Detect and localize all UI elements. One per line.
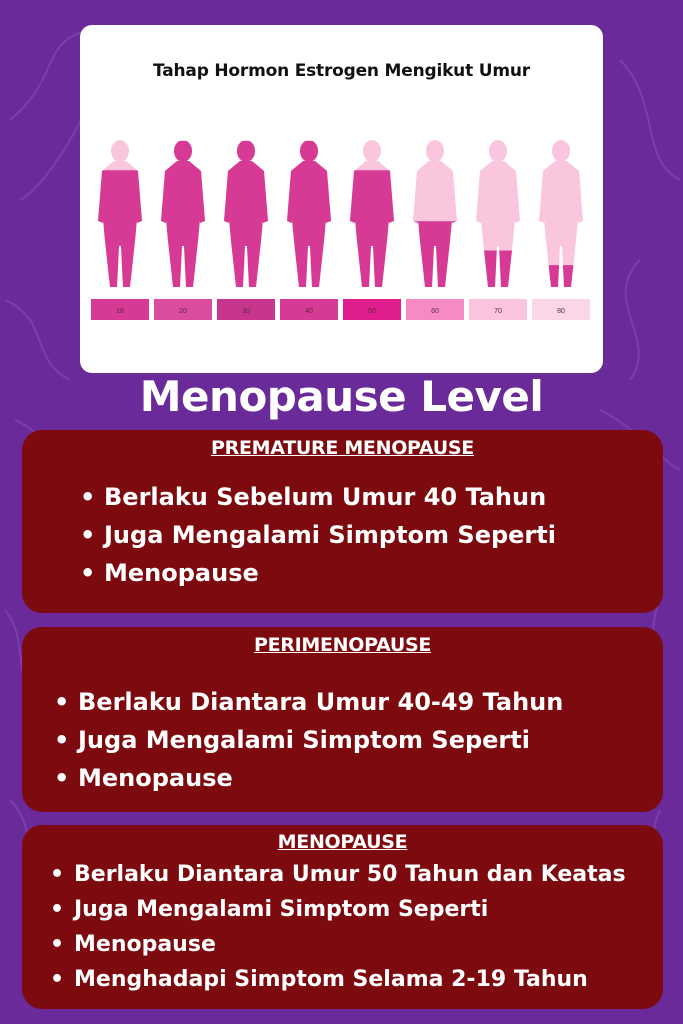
estrogen-figures	[80, 25, 603, 373]
list-item: • Juga Mengalami Simptom Seperti	[74, 892, 626, 927]
list-item-continued: • Menopause	[78, 759, 563, 797]
age-label: 50	[368, 308, 376, 315]
bullet-list	[74, 857, 626, 997]
list-item: • Menghadapi Simptom Selama 2-19 Tahun	[74, 962, 626, 997]
age-label: 40	[305, 308, 313, 315]
panel-menopause	[22, 825, 663, 1009]
estrogen-chart-card	[80, 25, 603, 373]
panel-perimenopause	[22, 627, 663, 812]
woman-figure	[161, 140, 205, 287]
panel-title: PERIMENOPAUSE	[253, 634, 432, 656]
woman-figure	[350, 140, 394, 287]
list-item: • Berlaku Diantara Umur 50 Tahun dan Keatas	[74, 857, 626, 892]
panel-title: MENOPAUSE	[277, 831, 408, 853]
woman-figure	[224, 140, 268, 287]
age-label: 20	[179, 308, 187, 315]
age-label: 70	[494, 308, 502, 315]
age-label: 80	[557, 308, 565, 315]
woman-figure	[98, 140, 142, 287]
bullet-list	[78, 683, 563, 797]
page-title: Menopause Level	[139, 372, 544, 421]
woman-figure	[287, 140, 331, 287]
woman-figure	[413, 140, 457, 287]
age-label: 60	[431, 308, 439, 315]
list-item-continued: • Menopause	[104, 554, 556, 592]
woman-figure	[476, 140, 520, 287]
panel-premature-menopause	[22, 430, 663, 613]
panel-title: PREMATURE MENOPAUSE	[211, 437, 474, 459]
list-item: • Juga Mengalami Simptom Seperti	[104, 516, 556, 554]
card-title: Tahap Hormon Estrogen Mengikut Umur	[153, 61, 530, 81]
age-label: 30	[242, 308, 250, 315]
bullet-list	[104, 478, 556, 592]
list-item-continued: • Menopause	[74, 927, 626, 962]
age-label: 18	[116, 308, 124, 315]
woman-figure	[539, 140, 583, 287]
list-item: • Berlaku Sebelum Umur 40 Tahun	[104, 478, 556, 516]
list-item: • Berlaku Diantara Umur 40-49 Tahun	[78, 683, 563, 721]
list-item: • Juga Mengalami Simptom Seperti	[78, 721, 563, 759]
